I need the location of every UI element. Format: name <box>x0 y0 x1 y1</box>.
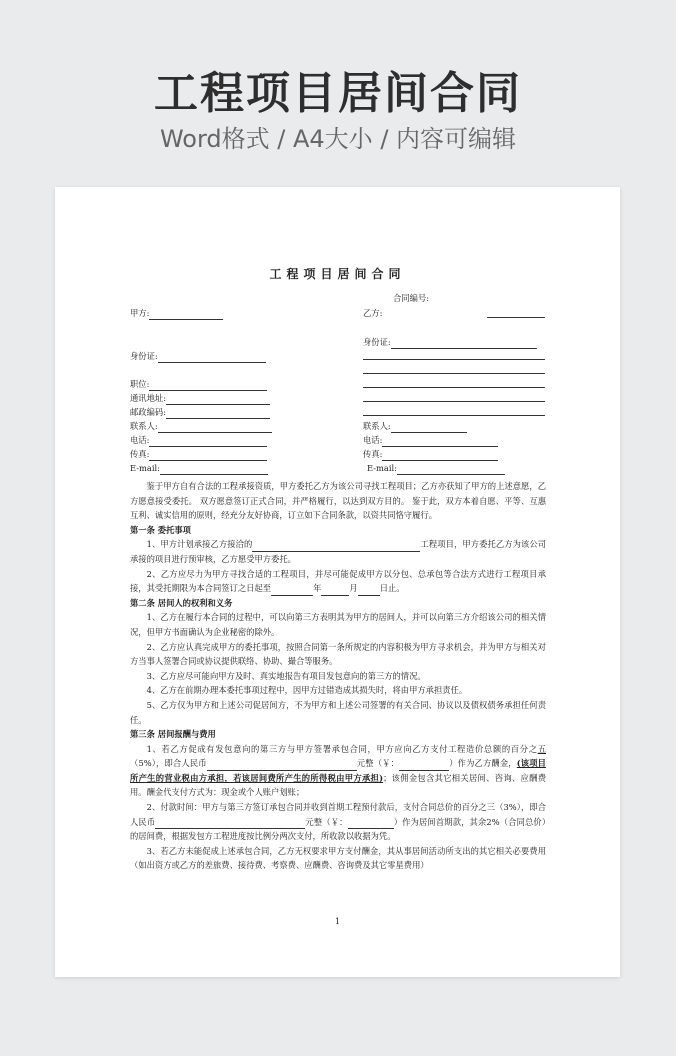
section-2-title: 第二条 居间人的权利和义务 <box>130 597 233 608</box>
section-2-item-2: 2、乙方应认真完成甲方的委托事项，按照合同第一条所规定的内容积极为甲方寻求机会，并为甲方与相关对方当事人签署合同或协议提供联络、协助、撮合等服务。 <box>130 641 546 667</box>
party-b-line <box>363 415 545 416</box>
contact-label-a: 联系人: <box>130 419 272 433</box>
party-a-label: 甲方: <box>130 306 223 320</box>
section-1-item-2: 2、乙方应尽力为甲方寻找合适的工程项目，并尽可能促成甲方以分包、总承包等合法方式进行工程项目承接，其受托期限为本合同签订之日起至 年 月 日止。 <box>130 567 546 596</box>
banner-subtitle: Word格式 / A4大小 / 内容可编辑 <box>159 125 517 153</box>
phone-label-a: 电话: <box>130 433 267 447</box>
section-1-item-1: 1、甲方计划承接乙方接洽的 工程项目，甲方委托乙方为该公司承接的项目进行预审核，乙方愿受甲方委托。 <box>130 539 546 564</box>
contact-label-b: 联系人: <box>363 419 467 433</box>
intro-paragraph: 鉴于甲方自有合法的工程承接资质，甲方委托乙方为该公司寻找工程项目；乙方亦获知了甲方的上述意愿，乙方愿意接受委托。 双方愿意签订正式合同，并严格履行，以达到双方目的。 鉴于此，双方本着自愿、平等、互惠互利、诚实信用的原则，经充分友好协商，订立如下合同条款，以资共同恪守履行。 <box>130 481 546 521</box>
party-b-label: 乙方: <box>363 308 383 318</box>
fax-label-a: 传真: <box>130 447 267 461</box>
document-page <box>55 187 620 977</box>
party-b-line <box>363 387 545 388</box>
id-label-b: 身份证: <box>363 335 537 349</box>
banner-title: 工程项目居间合同 <box>154 68 522 119</box>
id-label-a: 身份证: <box>130 349 266 363</box>
section-3-item-1: 1、若乙方促成有发包意向的第三方与甲方签署承包合同，甲方应向乙方支付工程造价总额的百分之五（5%），即合人民币 元整（￥： ）作为乙方酬金，(该项目所产生的营业税由方承担，若该居间费所产生的所得税由甲方承担)；该佣金包含其它相关居间、咨询、应酬费用。酬金代支付方式为：现金或个人账户划账； <box>130 743 546 798</box>
section-2-item-4: 4、乙方在前期办理本委托事项过程中，因甲方过错造成其损失时，将由甲方承担责任。 <box>146 685 468 696</box>
party-b-line <box>487 317 545 318</box>
party-b-line <box>363 359 545 360</box>
contract-number-label: 合同编号: <box>393 293 429 303</box>
section-3-item-2: 2、付款时间：甲方与第三方签订承包合同并收到首期工程预付款后，支付合同总价的百分之三（3%），即合人民币 元整（￥： ）作为居间首期款，其余2%（合同总价）的居间费，根据发包方工程进度按比例分两次支付，所收款以收据为凭。 <box>130 802 546 842</box>
section-2-item-3: 3、乙方应尽可能向甲方及时、真实地报告有项目发包意向的第三方的情况。 <box>146 670 426 681</box>
position-label: 职位: <box>130 377 267 391</box>
fax-label-b: 传真: <box>363 447 498 461</box>
document-title: 工程项目居间合同 <box>269 267 406 281</box>
party-b-line <box>363 401 545 402</box>
phone-label-b: 电话: <box>363 433 498 447</box>
email-label-b: E-mail: <box>367 461 505 475</box>
section-2-item-5: 5、乙方仅为甲方和上述公司促居间方，不为甲方和上述公司签署的有关合同、协议以及债权债务承担任何责任。 <box>130 699 546 725</box>
section-2-item-1: 1、乙方在履行本合同的过程中，可以向第三方表明其为甲方的居间人，并可以向第三方介绍该公司的相关情况，但甲方书面确认为企业秘密的除外。 <box>130 612 546 637</box>
party-b-line <box>363 373 545 374</box>
page-number: 1 <box>334 917 341 926</box>
section-1-title: 第一条 委托事项 <box>130 524 191 535</box>
email-label-a: E-mail: <box>130 461 268 475</box>
address-label: 通讯地址: <box>130 391 270 405</box>
section-3-title: 第三条 居间报酬与费用 <box>130 729 216 740</box>
postcode-label: 邮政编码: <box>130 405 270 419</box>
section-3-item-3: 3、若乙方未能促成上述承包合同，乙方无权要求甲方支付酬金，其从事居间活动所支出的其它相关必要费用（如出资方或乙方的差旅费、接待费、考察费、应酬费、咨询费及其它零星费用） <box>130 845 546 871</box>
contract-body <box>130 479 546 873</box>
